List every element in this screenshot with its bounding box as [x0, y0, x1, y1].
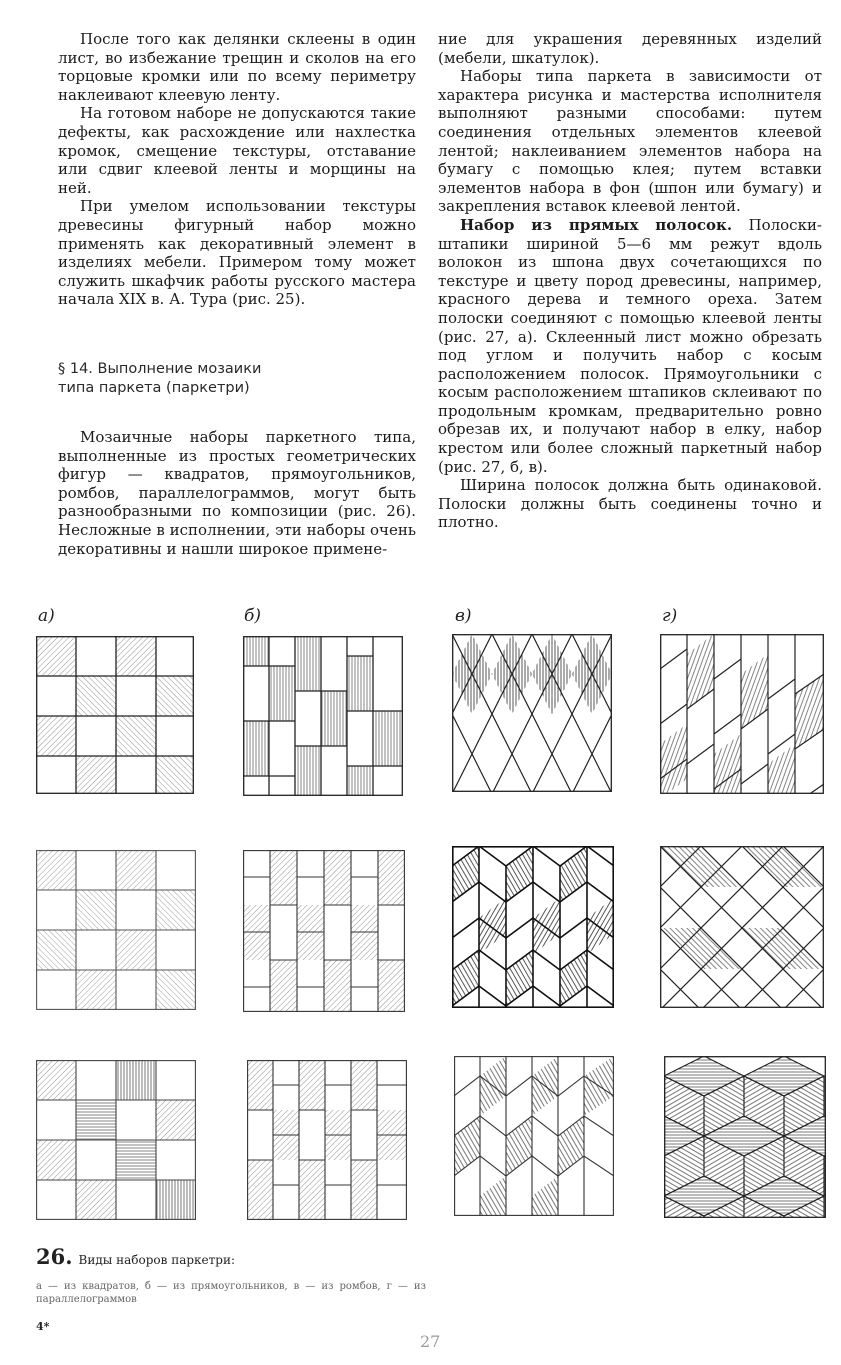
paragraph: ние для украшения деревянных изделий (мебели, шкатулок). [438, 30, 822, 67]
tile-rhombus-1 [452, 634, 612, 792]
tile-parallelogram-1 [660, 634, 824, 794]
left-column-text-after-heading [58, 428, 416, 558]
figure-label-b: б) [244, 606, 262, 626]
figure-label-v: в) [455, 606, 472, 626]
paragraph: На готовом наборе не допускаются такие дефекты, как расхождение или нахлестка кромок, смещение текстуры, отставание или сдвиг клеевой ленты и морщины на ней. [58, 104, 416, 197]
section-heading [58, 360, 418, 398]
figure-caption-title [36, 1244, 235, 1269]
paragraph: При умелом использовании текстуры древесины фигурный набор можно применять как декоративный элемент в изделиях мебели. Примером тому может служить шкафчик работы русского мастера начала XIX в. А. Тура (рис. 25). [58, 197, 416, 309]
subheading: Набор из прямых полосок. [460, 215, 733, 234]
figure-label-a: а) [38, 606, 55, 626]
tile-squares-3 [36, 1060, 196, 1220]
tile-rhombus-2 [452, 846, 614, 1008]
tile-rhombus-3 [454, 1056, 614, 1216]
tile-rectangles-3 [247, 1060, 407, 1220]
tile-parallelogram-3 [664, 1056, 826, 1218]
paragraph-text: Полоски-штапики шириной 5—6 мм режут вдоль волокон из шпона двух сочетающихся по текстуре и цвету пород древесины, например, красного дерева и темного ореха. Затем полоски соединяют с помощью клеевой ленты (рис. 27, а). Склеенный лист можно обрезать под углом и получить набор с косым расположением полосок. Прямоугольники с косым расположением штапиков склеивают по продольным кромкам, предварительно ровно обрезав их, и получают набор в елку, набор крестом или более сложный паркетный набор (рис. 27, б, в). [438, 215, 823, 476]
paragraph: Ширина полосок должна быть одинаковой. Полоски должны быть соединены точно и плотно. [438, 476, 822, 532]
tile-rectangles-2 [243, 850, 405, 1012]
tile-parallelogram-2 [660, 846, 824, 1008]
paragraph: Наборы типа паркета в зависимости от характера рисунка и мастерства исполнителя выполняют разными способами: путем соединения отдельных элементов клеевой лентой; наклеиванием элементов набора на бумагу с помощью клея; путем вставки элементов набора в фон (шпон или бумагу) и закрепления вставок клеевой лентой. [438, 67, 822, 216]
paragraph: Мозаичные наборы паркетного типа, выполненные из простых геометрических фигур — квадратов, прямоугольников, ромбов, параллелограммов, могут быть разнообразными по композиции (рис. 26). Несложные в исполнении, эти наборы очень декоративны и нашли широкое примене- [58, 428, 416, 558]
tile-squares-1 [36, 636, 194, 794]
right-column-text [438, 30, 822, 532]
figure-title: Виды наборов паркетри: [78, 1253, 235, 1267]
figure-label-g: г) [662, 606, 678, 626]
page-number: 27 [420, 1332, 441, 1351]
tile-squares-2 [36, 850, 196, 1010]
figure-number: 26. [36, 1244, 73, 1269]
left-column-text [58, 30, 416, 309]
paragraph: После того как делянки склеены в один лист, во избежание трещин и сколов на его торцовые кромки или по всему периметру наклеивают клеевую ленту. [58, 30, 416, 104]
printer-signature: 4* [36, 1320, 50, 1333]
section-heading-line: типа паркета (паркетри) [58, 380, 250, 396]
paragraph [438, 216, 822, 476]
figure-caption-text: а — из квадратов, б — из прямоугольников, в — из ромбов, г — из параллелограммов [36, 1281, 426, 1305]
section-heading-line: § 14. Выполнение мозаики [58, 361, 262, 377]
tile-rectangles-1 [243, 636, 403, 796]
